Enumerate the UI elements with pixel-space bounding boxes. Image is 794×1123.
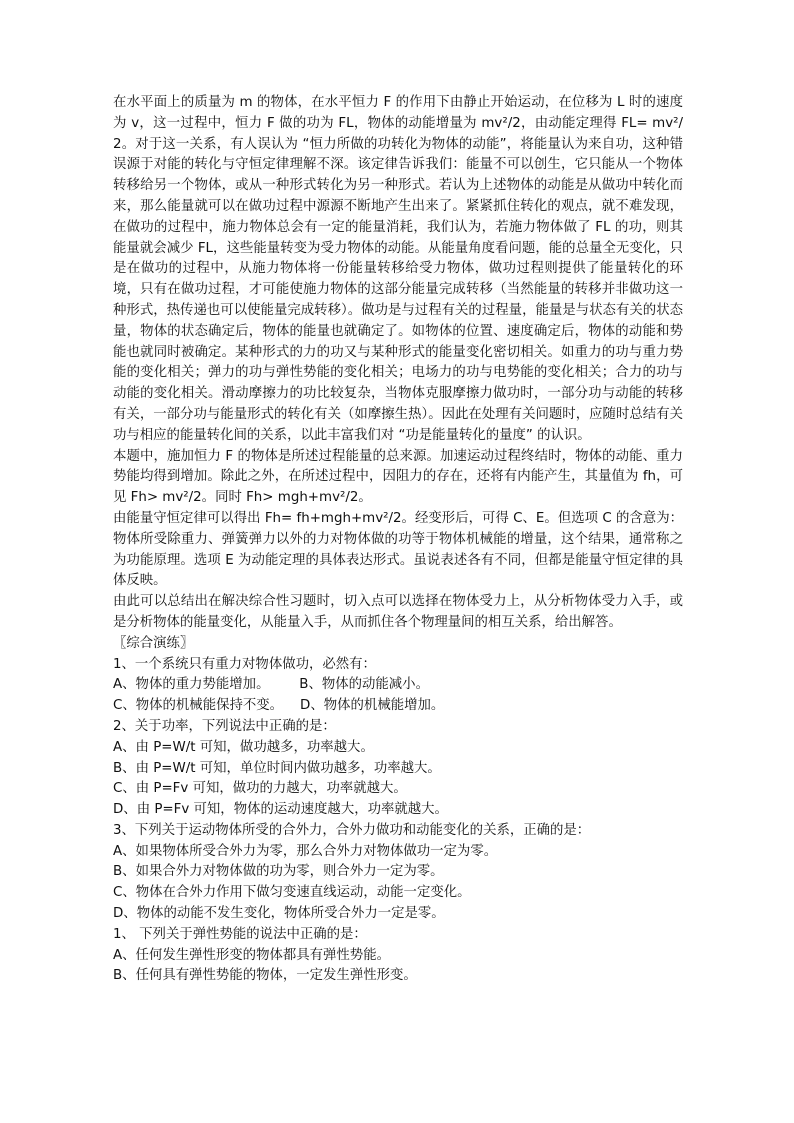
document-page	[113, 93, 683, 987]
question-1: 1、一个系统只有重力对物体做功，必然有：	[113, 656, 376, 672]
question-elastic-option-a: A、任何发生弹性形变的物体都具有弹性势能。	[113, 947, 390, 963]
question-3-option-b: B、如果合外力对物体做的功为零，则合外力一定为零。	[113, 864, 444, 880]
section-heading-exercises: 〖综合演练〗	[113, 635, 194, 651]
paragraph-constant-force-analysis: 本题中，施加恒力 F 的物体是所述过程能量的总来源。加速运动过程终结时，物体的动能、重力势能均得到增加。除此之外，在所述过程中，因阻力的存在，还将有内能产生，其量值为 fh，可见 Fh> mv²/2。同时 Fh> mgh+mv²/2。	[113, 448, 683, 506]
paragraph-energy-conservation: 由能量守恒定律可以得出 Fh= fh+mgh+mv²/2。经变形后，可得 C、E。但选项 C 的含意为：物体所受除重力、弹簧弹力以外的力对物体做的功等于物体机械能的增量，这个结果，通常称之为功能原理。选项 E 为动能定理的具体表达形式。虽说表述各有不同，但都是能量守恒定律的具体反映。	[113, 510, 683, 589]
question-3-option-c: C、物体在合外力作用下做匀变速直线运动，动能一定变化。	[113, 885, 471, 901]
question-1-options-cd: C、物体的机械能保持不变。 D、物体的机械能增加。	[113, 698, 445, 714]
question-2-option-c: C、由 P=Fv 可知，做功的力越大，功率就越大。	[113, 781, 407, 797]
question-elastic-energy: 1、 下列关于弹性势能的说法中正确的是：	[113, 926, 367, 942]
question-elastic-option-b: B、任何具有弹性势能的物体，一定发生弹性形变。	[113, 968, 417, 984]
question-2: 2、关于功率，下列说法中正确的是：	[113, 718, 336, 734]
question-3: 3、下列关于运动物体所受的合外力，合外力做功和动能变化的关系，正确的是：	[113, 822, 591, 838]
question-3-option-d: D、物体的动能不发生变化，物体所受合外力一定是零。	[113, 906, 445, 922]
question-3-option-a: A、如果物体所受合外力为零，那么合外力对物体做功一定为零。	[113, 843, 498, 859]
question-2-option-d: D、由 P=Fv 可知，物体的运动速度越大，功率就越大。	[113, 802, 448, 818]
question-2-option-b: B、由 P=W/t 可知，单位时间内做功越多，功率越大。	[113, 760, 441, 776]
question-2-option-a: A、由 P=W/t 可知，做功越多，功率越大。	[113, 739, 374, 755]
question-1-options-ab: A、物体的重力势能增加。 B、物体的动能减小。	[113, 677, 429, 693]
paragraph-summary: 由此可以总结出在解决综合性习题时，切入点可以选择在物体受力上，从分析物体受力入手，或是分析物体的能量变化，从能量入手，从而抓住各个物理量间的相互关系，给出解答。	[113, 594, 683, 630]
paragraph-energy-conversion: 在水平面上的质量为 m 的物体，在水平恒力 F 的作用下由静止开始运动，在位移为 L 时的速度为 v，这一过程中，恒力 F 做的功为 FL，物体的动能增量为 mv²/2，由动能定理得 FL= mv²/2。对于这一关系，有人误认为 “恒力所做的功转化为物体的动能”，将能量认为来自功，这种错误源于对能的转化与守恒定律理解不深。该定律告诉我们：能量不可以创生，它只能从一个物体转移给另一个物体，或从一种形式转化为另一种形式。若认为上述物体的动能是从做功中转化而来，那么能量就可以在做功过程中源源不断地产生出来了。紧紧抓住转化的观点，就不难发现，在做功的过程中，施力物体总会有一定的能量消耗，我们认为，若施力物体做了 FL 的功，则其能量就会减少 FL，这些能量转变为受力物体的动能。从能量角度看问题，能的总量全无变化，只是在做功的过程中，从施力物体将一份能量转移给受力物体，做功过程则提供了能量转化的环境，只有在做功过程，才可能使施力物体的这部分能量完成转移（当然能量的转移并非做功这一种形式，热传递也可以使能量完成转移）。做功是与过程有关的过程量，能量是与状态有关的状态量，物体的状态确定后，物体的能量也就确定了。如物体的位置、速度确定后，物体的动能和势能也就同时被确定。某种形式的力的功又与某种形式的能量变化密切相关。如重力的功与重力势能的变化相关；弹力的功与弹性势能的变化相关；电场力的功与电势能的变化相关；合力的功与动能的变化相关。滑动摩擦力的功比较复杂，当物体克服摩擦力做功时，一部分功与动能的转移有关，一部分功与能量形式的转化有关（如摩擦生热）。因此在处理有关问题时，应随时总结有关功与相应的能量转化间的关系，以此丰富我们对 “功是能量转化的量度” 的认识。	[113, 95, 683, 443]
